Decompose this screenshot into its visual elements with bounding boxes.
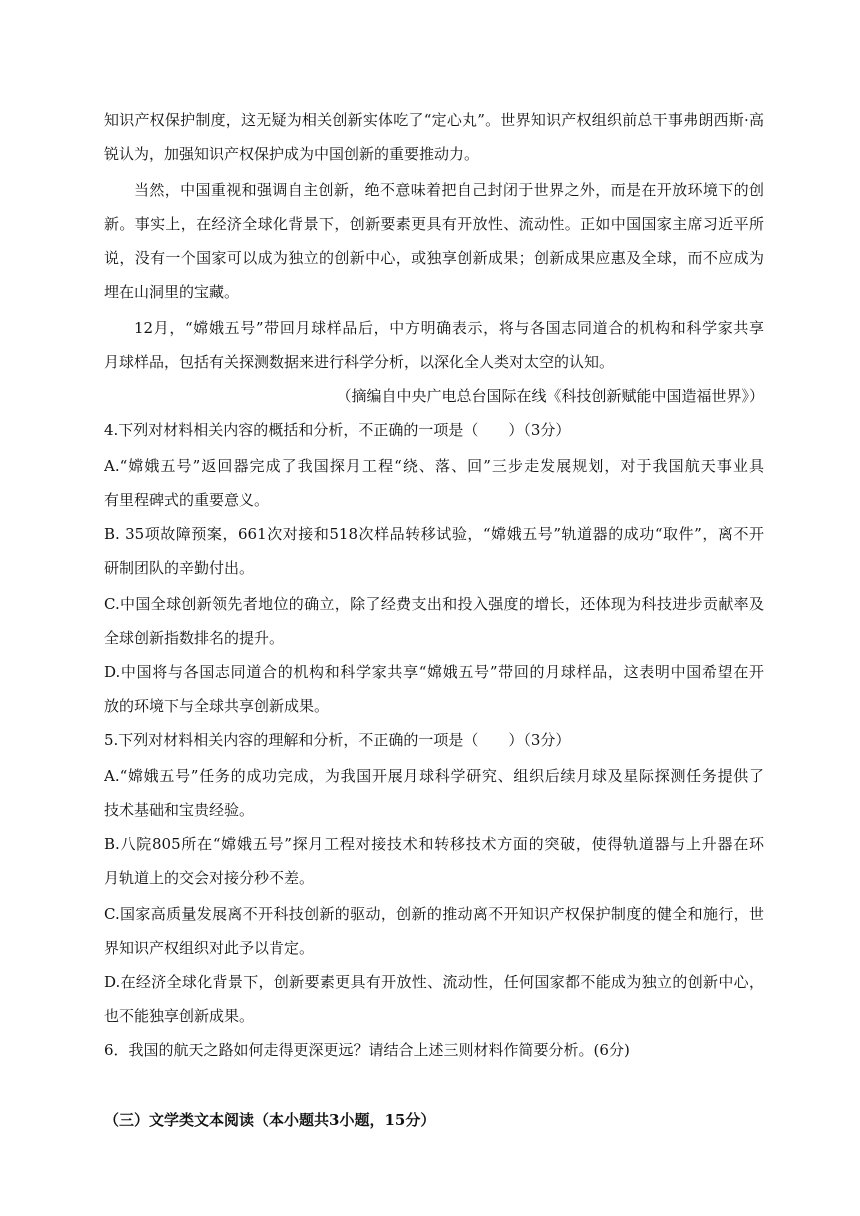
question-5-option-d: D.在经济全球化背景下，创新要素更具有开放性、流动性，任何国家都不能成为独立的创新中心， bbox=[104, 973, 764, 991]
section-heading: （三）文学类文本阅读（本小题共3小题，15分） bbox=[104, 1111, 436, 1129]
question-4-option-c: 全球创新指数排名的提升。 bbox=[104, 629, 285, 647]
question-5-option-a: A.“嫦娥五号”任务的成功完成，为我国开展月球科学研究、组织后续月球及星际探测任务提供了 bbox=[104, 767, 764, 785]
question-4-stem: 4.下列对材料相关内容的概括和分析，不正确的一项是（ ）（3分） bbox=[104, 421, 571, 439]
question-5-stem: 5.下列对材料相关内容的理解和分析，不正确的一项是（ ）（3分） bbox=[104, 731, 571, 749]
passage-text: 锐认为，加强知识产权保护成为中国创新的重要推动力。 bbox=[104, 145, 480, 163]
passage-text: 当然，中国重视和强调自主创新，绝不意味着把自己封闭于世界之外，而是在开放环境下的创 bbox=[134, 181, 764, 199]
question-4-option-d: D.中国将与各国志同道合的机构和科学家共享“嫦娥五号”带回的月球样品，这表明中国希望在开 bbox=[104, 663, 764, 681]
question-4-option-a: A.“嫦娥五号”返回器完成了我国探月工程“绕、落、回”三步走发展规划，对于我国航天事业具 bbox=[104, 457, 764, 475]
question-4-option-b: 研制团队的辛勤付出。 bbox=[104, 559, 255, 577]
question-5-option-d: 也不能独享创新成果。 bbox=[104, 1007, 255, 1025]
passage-text: 埋在山洞里的宝藏。 bbox=[104, 283, 240, 301]
question-4-option-b: B. 35项故障预案，661次对接和518次样品转移试验，“嫦娥五号”轨道器的成功“取件”，离不开 bbox=[104, 525, 764, 543]
question-4-option-a: 有里程碑式的重要意义。 bbox=[104, 491, 270, 509]
passage-text: 说，没有一个国家可以成为独立的创新中心，或独享创新成果；创新成果应惠及全球，而不应成为 bbox=[104, 249, 764, 267]
question-5-option-b: B.八院805所在“嫦娥五号”探月工程对接技术和转移技术方面的突破，使得轨道器与上升器在环 bbox=[104, 835, 764, 853]
question-5-option-a: 技术基础和宝贵经验。 bbox=[104, 801, 255, 819]
question-4-option-d: 放的环境下与全球共享创新成果。 bbox=[104, 697, 330, 715]
question-4-option-c: C.中国全球创新领先者地位的确立，除了经费支出和投入强度的增长，还体现为科技进步贡献率及 bbox=[104, 595, 764, 613]
question-5-option-b: 月轨道上的交会对接分秒不差。 bbox=[104, 869, 315, 887]
question-5-option-c: C.国家高质量发展离不开科技创新的驱动，创新的推动离不开知识产权保护制度的健全和施行，世 bbox=[104, 905, 764, 923]
passage-text: 知识产权保护制度，这无疑为相关创新实体吃了“定心丸”。世界知识产权组织前总干事弗朗西斯·高 bbox=[104, 111, 764, 129]
question-5-option-c: 界知识产权组织对此予以肯定。 bbox=[104, 939, 315, 957]
passage-text: 新。事实上，在经济全球化背景下，创新要素更具有开放性、流动性。正如中国国家主席习近平所 bbox=[104, 215, 764, 233]
passage-text: 12月，“嫦娥五号”带回月球样品后，中方明确表示，将与各国志同道合的机构和科学家共享 bbox=[134, 319, 764, 337]
source-citation: （摘编自中央广电总台国际在线《科技创新赋能中国造福世界》） bbox=[336, 387, 764, 405]
passage-text: 月球样品，包括有关探测数据来进行科学分析，以深化全人类对太空的认知。 bbox=[104, 353, 615, 371]
question-6: 6．我国的航天之路如何走得更深更远？请结合上述三则材料作简要分析。(6分) bbox=[104, 1041, 630, 1059]
